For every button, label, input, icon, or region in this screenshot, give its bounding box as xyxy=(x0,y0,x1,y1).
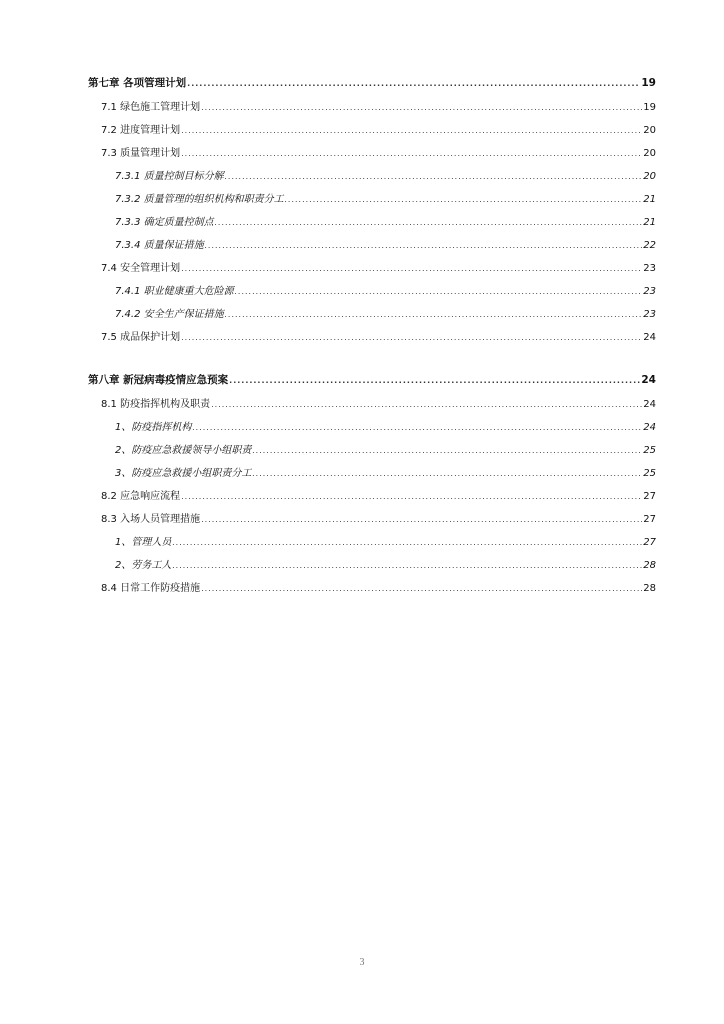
toc-leader-dots xyxy=(181,333,642,342)
toc-entry-page: 27 xyxy=(643,514,656,525)
toc-entry-chapter-7[interactable] xyxy=(88,75,656,98)
toc-entry[interactable] xyxy=(88,213,656,236)
toc-entry-page: 19 xyxy=(643,102,656,113)
toc-entry[interactable] xyxy=(88,144,656,167)
toc-leader-dots xyxy=(201,103,642,112)
toc-entry[interactable] xyxy=(88,487,656,510)
toc-entry[interactable] xyxy=(88,190,656,213)
toc-entry-label: 7.4 安全管理计划 xyxy=(101,263,181,274)
toc-leader-dots xyxy=(181,264,642,273)
chapter-gap xyxy=(88,351,656,372)
toc-entry-page: 19 xyxy=(641,77,656,89)
toc-leader-dots xyxy=(172,561,642,570)
toc-leader-dots xyxy=(252,469,642,478)
toc-entry-chapter-8[interactable] xyxy=(88,372,656,395)
toc-leader-dots xyxy=(252,446,642,455)
toc-entry-label: 8.4 日常工作防疫措施 xyxy=(101,583,201,594)
toc-entry-page: 27 xyxy=(643,491,656,502)
toc-entry-page: 24 xyxy=(643,399,656,410)
toc-entry-page: 20 xyxy=(643,171,656,182)
toc-entry[interactable] xyxy=(88,579,656,602)
toc-leader-dots xyxy=(285,195,643,204)
toc-entry-label: 7.4.2 安全生产保证措施 xyxy=(115,309,224,320)
toc-entry[interactable] xyxy=(88,121,656,144)
toc-entry-page: 27 xyxy=(643,537,656,548)
toc-entry-label: 3、防疫应急救援小组职责分工 xyxy=(115,468,252,479)
toc-entry-label: 7.3 质量管理计划 xyxy=(101,148,181,159)
toc-entry-label: 1、防疫指挥机构 xyxy=(115,422,192,433)
toc-entry[interactable] xyxy=(88,418,656,441)
toc-entry-label: 7.3.3 确定质量控制点 xyxy=(115,217,214,228)
toc-entry[interactable] xyxy=(88,464,656,487)
toc-leader-dots xyxy=(172,538,642,547)
toc-entry-label: 第七章 各项管理计划 xyxy=(88,77,187,89)
toc-entry-page: 23 xyxy=(643,263,656,274)
toc-entry-page: 21 xyxy=(643,194,656,205)
toc-entry-label: 7.3.4 质量保证措施 xyxy=(115,240,204,251)
toc-entry-page: 21 xyxy=(643,217,656,228)
table-of-contents xyxy=(88,75,656,602)
toc-entry[interactable] xyxy=(88,259,656,282)
toc-leader-dots xyxy=(201,515,642,524)
toc-entry-page: 28 xyxy=(643,583,656,594)
toc-entry-label: 7.1 绿色施工管理计划 xyxy=(101,102,201,113)
toc-entry-label: 8.3 入场人员管理措施 xyxy=(101,514,201,525)
toc-entry-page: 28 xyxy=(643,560,656,571)
toc-entry-label: 8.2 应急响应流程 xyxy=(101,491,181,502)
toc-entry-label: 2、劳务工人 xyxy=(115,560,172,571)
toc-entry-page: 24 xyxy=(641,374,656,386)
toc-entry[interactable] xyxy=(88,305,656,328)
toc-leader-dots xyxy=(181,126,642,135)
toc-entry[interactable] xyxy=(88,282,656,305)
toc-leader-dots xyxy=(181,492,642,501)
toc-entry-label: 7.4.1 职业健康重大危险源 xyxy=(115,286,234,297)
toc-entry-label: 7.3.2 质量管理的组织机构和职责分工 xyxy=(115,194,284,205)
toc-entry-label: 7.3.1 质量控制目标分解 xyxy=(115,171,224,182)
toc-entry[interactable] xyxy=(88,328,656,351)
toc-entry-label: 7.2 进度管理计划 xyxy=(101,125,181,136)
toc-leader-dots xyxy=(192,423,642,432)
toc-entry-page: 22 xyxy=(643,240,656,251)
toc-entry-page: 20 xyxy=(643,125,656,136)
toc-entry-label: 8.1 防疫指挥机构及职责 xyxy=(101,399,211,410)
page-number: 3 xyxy=(359,957,365,968)
toc-leader-dots xyxy=(235,287,643,296)
toc-entry-label: 7.5 成品保护计划 xyxy=(101,332,181,343)
toc-leader-dots xyxy=(225,310,643,319)
toc-leader-dots xyxy=(211,400,642,409)
toc-leader-dots xyxy=(187,79,640,88)
toc-entry[interactable] xyxy=(88,441,656,464)
toc-leader-dots xyxy=(229,376,640,385)
toc-entry-page: 23 xyxy=(643,309,656,320)
toc-entry[interactable] xyxy=(88,395,656,418)
toc-entry-page: 23 xyxy=(643,286,656,297)
toc-leader-dots xyxy=(215,218,643,227)
toc-entry[interactable] xyxy=(88,98,656,121)
toc-leader-dots xyxy=(181,149,642,158)
toc-entry-page: 20 xyxy=(643,148,656,159)
toc-entry[interactable] xyxy=(88,556,656,579)
toc-entry-page: 24 xyxy=(643,422,656,433)
toc-leader-dots xyxy=(225,172,643,181)
toc-leader-dots xyxy=(205,241,643,250)
toc-entry[interactable] xyxy=(88,510,656,533)
toc-entry-page: 25 xyxy=(643,445,656,456)
toc-entry-label: 2、防疫应急救援领导小组职责 xyxy=(115,445,252,456)
toc-entry-label: 1、管理人员 xyxy=(115,537,172,548)
toc-entry[interactable] xyxy=(88,533,656,556)
toc-entry[interactable] xyxy=(88,167,656,190)
toc-entry[interactable] xyxy=(88,236,656,259)
toc-entry-page: 25 xyxy=(643,468,656,479)
toc-entry-page: 24 xyxy=(643,332,656,343)
toc-leader-dots xyxy=(201,584,642,593)
toc-entry-label: 第八章 新冠病毒疫情应急预案 xyxy=(88,374,229,386)
